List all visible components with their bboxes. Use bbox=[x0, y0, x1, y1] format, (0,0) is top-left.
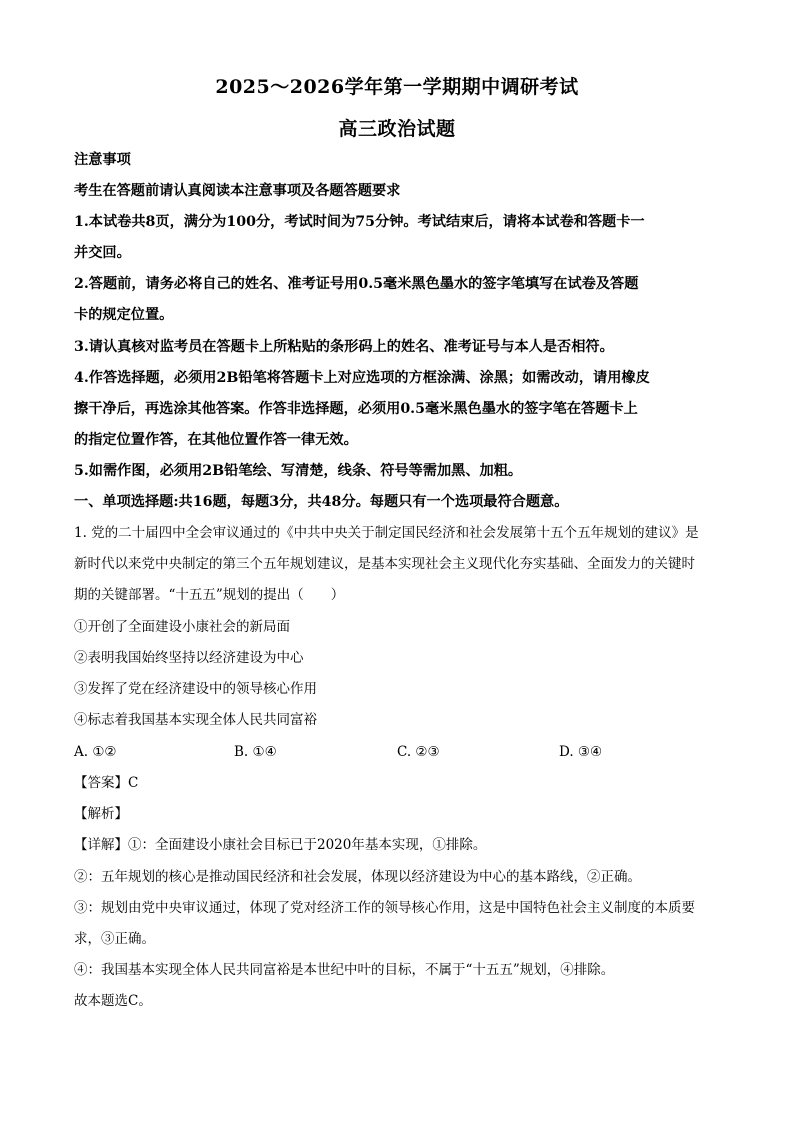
exam-title: 2025～2026学年第一学期期中调研考试 bbox=[215, 76, 579, 98]
detail-line: ②：五年规划的核心是推动国民经济和社会发展，体现以经济建设为中心的基本路线，②正确。 bbox=[74, 869, 641, 885]
answer-line bbox=[74, 773, 724, 793]
question-stem-line: 1. 党的二十届四中全会审议通过的《中共中央关于制定国民经济和社会发展第十五个五年规划的建议》是 bbox=[74, 525, 699, 541]
detail-line: ④：我国基本实现全体人民共同富裕是本世纪中叶的目标，不属于“十五五”规划，④排除。 bbox=[74, 962, 615, 978]
statement: ④标志着我国基本实现全体人民共同富裕 bbox=[74, 712, 317, 728]
question-stem-line: 期的关键部署。“十五五”规划的提出（ ） bbox=[74, 587, 345, 603]
notice-line: 擦干净后，再选涂其他答案。作答非选择题，必须用0.5毫米黑色墨水的签字笔在答题卡上 bbox=[74, 401, 638, 417]
question-stem-line: 新时代以来党中央制定的第三个五年规划建议，是基本实现社会主义现代化夯实基础、全面发力的关键时 bbox=[74, 556, 695, 572]
statement: ②表明我国始终坚持以经济建设为中心 bbox=[74, 650, 304, 666]
notice-line: 4.作答选择题，必须用2B铅笔将答题卡上对应选项的方框涂满、涂黑；如需改动，请用橡皮 bbox=[74, 370, 650, 386]
detail-line: ③：规划由党中央审议通过，体现了党对经济工作的领导核心作用，这是中国特色社会主义制度的本质要 bbox=[74, 900, 695, 916]
answer-value: C bbox=[128, 775, 139, 791]
notice-intro: 考生在答题前请认真阅读本注意事项及各题答题要求 bbox=[74, 183, 401, 199]
detail-line: 故本题选C。 bbox=[74, 993, 152, 1009]
statement: ③发挥了党在经济建设中的领导核心作用 bbox=[74, 681, 317, 697]
analysis-label: 【解析】 bbox=[74, 806, 128, 822]
notice-line: 的指定位置作答，在其他位置作答一律无效。 bbox=[74, 432, 358, 448]
statement: ①开创了全面建设小康社会的新局面 bbox=[74, 619, 290, 635]
notice-line: 卡的规定位置。 bbox=[74, 307, 174, 323]
option-c: C. ②③ bbox=[397, 744, 440, 760]
notice-line: 5.如需作图，必须用2B铅笔绘、写清楚，线条、符号等需加黑、加粗。 bbox=[74, 463, 523, 479]
notice-line: 3.请认真核对监考员在答题卡上所粘贴的条形码上的姓名、准考证号与本人是否相符。 bbox=[74, 339, 614, 355]
detail-line: 【详解】①：全面建设小康社会目标已于2020年基本实现，①排除。 bbox=[74, 837, 487, 853]
option-a: A. ①② bbox=[74, 744, 117, 760]
option-b: B. ①④ bbox=[234, 744, 277, 760]
notice-line: 2.答题前，请务必将自己的姓名、准考证号用0.5毫米黑色墨水的签字笔填写在试卷及答题 bbox=[74, 276, 639, 292]
answer-label: 【答案】 bbox=[74, 775, 128, 791]
option-d: D. ③④ bbox=[559, 744, 603, 760]
notice-line: 1.本试卷共8页，满分为100分，考试时间为75分钟。考试结束后，请将本试卷和答题卡一 bbox=[74, 214, 645, 230]
detail-line: 求，③正确。 bbox=[74, 931, 155, 947]
notice-heading: 注意事项 bbox=[74, 152, 131, 168]
notice-line: 并交回。 bbox=[74, 245, 131, 261]
exam-subtitle: 高三政治试题 bbox=[338, 118, 456, 140]
section-heading: 一、单项选择题:共16题，每题3分，共48分。每题只有一个选项最符合题意。 bbox=[74, 494, 569, 510]
